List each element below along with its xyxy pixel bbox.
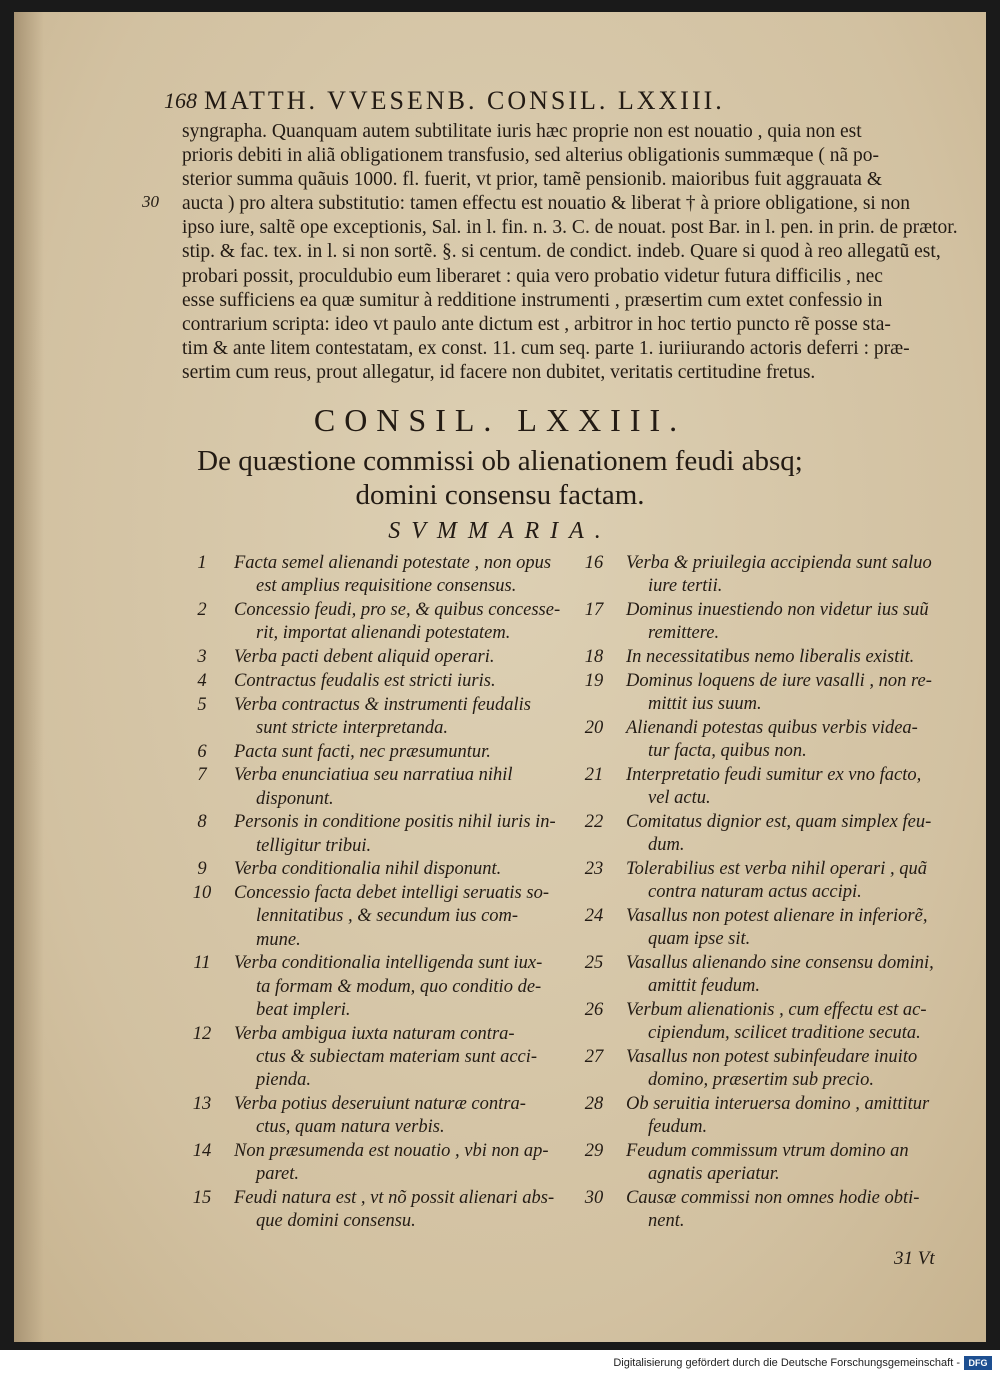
entry-line: Verba & priuilegia accipienda sunt saluo bbox=[626, 553, 932, 573]
summaria-entry bbox=[182, 646, 582, 669]
summaria-entry bbox=[182, 952, 582, 1022]
entry-number: 23 bbox=[584, 858, 604, 879]
entry-number: 6 bbox=[197, 741, 207, 762]
entry-line: ctus, quam natura verbis. bbox=[256, 1117, 445, 1137]
entry-text bbox=[626, 999, 974, 1045]
entry-number: 16 bbox=[584, 553, 604, 573]
body-line: syngrapha. Quanquam autem subtilitate iuris hæc proprie non est nouatio , quia non est bbox=[182, 121, 862, 142]
body-line: esse sufficiens ea quæ sumitur à redditione instrumenti , præsertim cum extet confessio in bbox=[182, 289, 883, 311]
entry-number: 3 bbox=[197, 647, 207, 667]
entry-text bbox=[626, 764, 974, 810]
entry-text bbox=[234, 952, 582, 1022]
entry-text bbox=[234, 1140, 582, 1186]
entry-text bbox=[234, 1023, 582, 1093]
dfg-logo-icon: DFG bbox=[964, 1356, 992, 1370]
body-line: aucta ) pro altera substitutio: tamen effectu est nouatio & liberat † à priore obligatione, si non bbox=[182, 193, 910, 215]
entry-line: vel actu. bbox=[648, 788, 711, 808]
entry-line: Verbum alienationis , cum effectu est ac- bbox=[626, 999, 927, 1020]
summaria-entry bbox=[182, 1093, 582, 1139]
entry-number: 13 bbox=[192, 1093, 212, 1114]
running-head bbox=[164, 86, 954, 122]
body-line: probari possit, proculdubio eum liberaret : quia vero probatio videtur futura difficilis , nec bbox=[182, 265, 883, 287]
entry-number: 15 bbox=[192, 1187, 212, 1208]
page-number: 168 bbox=[164, 88, 197, 113]
entry-number: 29 bbox=[584, 1140, 604, 1161]
summaria-entry bbox=[182, 1140, 582, 1186]
entry-line: mune. bbox=[256, 929, 301, 950]
summaria-entry bbox=[182, 1187, 582, 1233]
entry-text bbox=[626, 858, 974, 904]
entry-number: 28 bbox=[584, 1093, 604, 1114]
entry-line: Personis in conditione positis nihil iuris in- bbox=[234, 812, 556, 833]
entry-line: amittit feudum. bbox=[648, 976, 761, 996]
entry-line: Verba conditionalia nihil disponunt. bbox=[234, 859, 502, 880]
entry-line: agnatis aperiatur. bbox=[648, 1164, 780, 1184]
entry-number: 14 bbox=[192, 1140, 212, 1161]
entry-line: feudum. bbox=[648, 1117, 708, 1137]
entry-line: remittere. bbox=[648, 623, 720, 644]
entry-text bbox=[234, 1187, 582, 1233]
summaria-entry bbox=[574, 952, 974, 998]
summaria-left-column bbox=[182, 552, 582, 1234]
entry-line: Vasallus non potest alienare in inferiorẽ, bbox=[626, 905, 928, 926]
entry-line: Dominus inuestiendo non videtur ius suũ bbox=[626, 600, 929, 620]
entry-line: Contractus feudalis est stricti iuris. bbox=[234, 670, 496, 691]
entry-text bbox=[626, 1187, 974, 1233]
entry-line: quam ipse sit. bbox=[648, 929, 751, 949]
subtitle-line: De quæstione commissi ob alienationem feudi absq; bbox=[197, 445, 803, 477]
entry-line: tur facta, quibus non. bbox=[648, 741, 807, 761]
summaria-entry bbox=[574, 599, 974, 645]
body-line: contrarium scripta: ideo vt paulo ante dictum est , arbitror in hoc tertio puncto rẽ posse sta- bbox=[182, 313, 891, 335]
summaria-entry bbox=[182, 552, 582, 598]
entry-line: Comitatus dignior est, quam simplex feu- bbox=[626, 811, 932, 832]
entry-number: 24 bbox=[584, 905, 604, 926]
summaria-entry bbox=[574, 646, 974, 669]
entry-text bbox=[234, 646, 582, 669]
summaria-right-column bbox=[574, 552, 974, 1234]
margin-note: 30 bbox=[142, 192, 159, 211]
entry-line: Dominus loquens de iure vasalli , non re- bbox=[626, 670, 932, 691]
entry-number: 5 bbox=[197, 694, 207, 715]
entry-text bbox=[626, 1093, 974, 1139]
entry-text bbox=[626, 646, 974, 669]
entry-line: que domini consensu. bbox=[256, 1211, 416, 1231]
entry-text bbox=[234, 882, 582, 952]
entry-line: Facta semel alienandi potestate , non opus bbox=[234, 553, 552, 573]
body-line: sertim cum reus, prout allegatur, id facere non dubitet, veritatis certitudine fretus. bbox=[182, 361, 816, 383]
entry-text bbox=[626, 952, 974, 998]
entry-text bbox=[626, 811, 974, 857]
entry-text bbox=[626, 717, 974, 763]
entry-text bbox=[234, 599, 582, 645]
entry-line: ta formam & modum, quo conditio de- bbox=[256, 976, 542, 997]
summaria-entry bbox=[574, 999, 974, 1045]
entry-text bbox=[234, 764, 582, 810]
entry-line: sunt stricte interpretanda. bbox=[256, 717, 449, 738]
header-title: MATTH. VVESENB. CONSIL. LXXIII. bbox=[204, 86, 725, 115]
entry-line: Verba contractus & instrumenti feudalis bbox=[234, 694, 532, 715]
entry-number: 11 bbox=[193, 953, 211, 974]
entry-text bbox=[234, 552, 582, 598]
summaria-entry bbox=[574, 1046, 974, 1092]
entry-line: beat impleri. bbox=[256, 999, 351, 1020]
entry-line: contra naturam actus accipi. bbox=[648, 882, 862, 902]
entry-number: 9 bbox=[197, 859, 207, 880]
summaria-entry bbox=[574, 811, 974, 857]
entry-line: Pacta sunt facti, nec præsumuntur. bbox=[234, 741, 491, 762]
summaria-entry bbox=[574, 905, 974, 951]
entry-line: Tolerabilius est verba nihil operari , quã bbox=[626, 858, 927, 879]
entry-line: ctus & subiectam materiam sunt acci- bbox=[256, 1046, 538, 1067]
entry-line: Feudum commissum vtrum domino an bbox=[626, 1140, 909, 1161]
entry-line: pienda. bbox=[256, 1070, 311, 1090]
entry-line: Verba pacti debent aliquid operari. bbox=[234, 647, 495, 667]
summaria-entry bbox=[574, 1140, 974, 1186]
entry-line: cipiendum, scilicet traditione secuta. bbox=[648, 1023, 921, 1043]
summaria-entry bbox=[574, 717, 974, 763]
entry-line: Vasallus alienando sine consensu domini, bbox=[626, 952, 934, 973]
footer-credit: Digitalisierung gefördert durch die Deutsche Forschungsgemeinschaft - bbox=[613, 1357, 960, 1369]
entry-line: Alienandi potestas quibus verbis videa- bbox=[626, 717, 918, 738]
body-line: tim & ante litem contestatam, ex const. 11. cum seq. parte 1. iuriiurando actoris deferri : præ- bbox=[182, 337, 910, 359]
entry-number: 25 bbox=[584, 952, 604, 973]
entry-number: 26 bbox=[584, 999, 604, 1020]
entry-line: Concessio facta debet intelligi seruatis so- bbox=[234, 883, 549, 904]
body-paragraph bbox=[182, 120, 972, 385]
entry-line: disponunt. bbox=[256, 788, 334, 809]
summaria-entry bbox=[574, 1187, 974, 1233]
consil-subtitle bbox=[14, 444, 986, 512]
entry-number: 18 bbox=[584, 647, 604, 667]
consil-title: CONSIL. LXXIII. bbox=[313, 402, 687, 438]
entry-number: 8 bbox=[197, 812, 207, 833]
summaria-entry bbox=[182, 811, 582, 857]
body-line: sterior summa quãuis 1000. fl. fuerit, vt prior, tamẽ pensionib. maioribus fuit aggrauata & bbox=[182, 169, 882, 191]
entry-text bbox=[626, 1140, 974, 1186]
entry-text bbox=[234, 694, 582, 740]
entry-line: Verba ambigua iuxta naturam contra- bbox=[234, 1023, 515, 1044]
entry-text bbox=[234, 1093, 582, 1139]
digitization-footer bbox=[0, 1350, 1000, 1376]
entry-line: Concessio feudi, pro se, & quibus concesse- bbox=[234, 600, 561, 620]
summaria-entry bbox=[182, 764, 582, 810]
entry-line: nent. bbox=[648, 1211, 685, 1231]
summaria-entry bbox=[182, 599, 582, 645]
entry-number: 21 bbox=[584, 764, 604, 785]
body-line: ipso iure, saltẽ ope exceptionis, Sal. in l. fin. n. 3. C. de nouat. post Bar. in l. pen. in prin. de prætor. bbox=[182, 217, 958, 239]
entry-line: Feudi natura est , vt nõ possit alienari abs- bbox=[234, 1187, 555, 1208]
catchword: 31 Vt bbox=[894, 1248, 935, 1269]
gutter-shadow bbox=[14, 12, 44, 1342]
entry-number: 7 bbox=[197, 765, 207, 786]
entry-line: Vasallus non potest subinfeudare inuito bbox=[626, 1046, 918, 1067]
entry-line: domino, præsertim sub precio. bbox=[648, 1070, 874, 1090]
summaria-entry bbox=[574, 1093, 974, 1139]
book-page bbox=[14, 12, 986, 1342]
entry-line: Verba potius deseruiunt naturæ contra- bbox=[234, 1093, 526, 1114]
entry-line: Ob seruitia interuersa domino , amittitur bbox=[626, 1093, 930, 1114]
summaria-entry bbox=[182, 858, 582, 881]
entry-line: iure tertii. bbox=[648, 576, 723, 597]
entry-line: rit, importat alienandi potestatem. bbox=[256, 623, 511, 644]
subtitle-line: domini consensu factam. bbox=[355, 479, 645, 511]
entry-number: 1 bbox=[197, 553, 207, 573]
summaria-entry bbox=[574, 670, 974, 716]
entry-number: 12 bbox=[192, 1023, 212, 1044]
entry-line: est amplius requisitione consensus. bbox=[256, 576, 517, 597]
entry-text bbox=[234, 858, 582, 881]
summaria-entry bbox=[182, 670, 582, 693]
entry-line: In necessitatibus nemo liberalis existit. bbox=[626, 647, 915, 667]
entry-line: Verba enunciatiua seu narratiua nihil bbox=[234, 765, 513, 786]
entry-number: 10 bbox=[192, 883, 212, 904]
body-line: stip. & fac. tex. in l. si non sortẽ. §. si centum. de condict. indeb. Quare si quod à reo allegatũ est, bbox=[182, 241, 941, 263]
entry-line: Causæ commissi non omnes hodie obti- bbox=[626, 1187, 920, 1208]
entry-number: 2 bbox=[197, 600, 207, 620]
entry-line: Non præsumenda est nouatio , vbi non ap- bbox=[234, 1140, 549, 1161]
entry-text bbox=[234, 670, 582, 693]
summaria-entry bbox=[182, 882, 582, 952]
entry-line: Verba conditionalia intelligenda sunt iux- bbox=[234, 953, 543, 974]
summaria-entry bbox=[182, 1023, 582, 1093]
entry-text bbox=[626, 552, 974, 598]
entry-line: Interpretatio feudi sumitur ex vno facto, bbox=[626, 764, 922, 785]
summaria-heading: SVMMARIA. bbox=[388, 518, 612, 544]
summaria-entry bbox=[182, 694, 582, 740]
entry-line: telligitur tribui. bbox=[256, 835, 372, 856]
entry-text bbox=[626, 905, 974, 951]
entry-line: paret. bbox=[256, 1164, 299, 1184]
summaria-entry bbox=[182, 741, 582, 764]
entry-number: 30 bbox=[584, 1187, 604, 1208]
entry-line: mittit ius suum. bbox=[648, 694, 762, 714]
entry-text bbox=[626, 1046, 974, 1092]
summaria-entry bbox=[574, 764, 974, 810]
entry-number: 19 bbox=[584, 670, 604, 691]
summaria-entry bbox=[574, 552, 974, 598]
entry-line: lennitatibus , & secundum ius com- bbox=[256, 906, 519, 927]
entry-number: 27 bbox=[584, 1046, 604, 1067]
entry-number: 4 bbox=[197, 670, 207, 691]
body-line: prioris debiti in aliã obligationem transfusio, sed alterius obligationis summæque ( nã po- bbox=[182, 145, 880, 167]
entry-text bbox=[234, 811, 582, 857]
summaria-entry bbox=[574, 858, 974, 904]
entry-text bbox=[626, 670, 974, 716]
entry-number: 17 bbox=[584, 600, 604, 620]
entry-text bbox=[626, 599, 974, 645]
entry-line: dum. bbox=[648, 835, 685, 855]
entry-number: 20 bbox=[584, 717, 604, 738]
entry-number: 22 bbox=[584, 811, 604, 832]
entry-text bbox=[234, 741, 582, 764]
